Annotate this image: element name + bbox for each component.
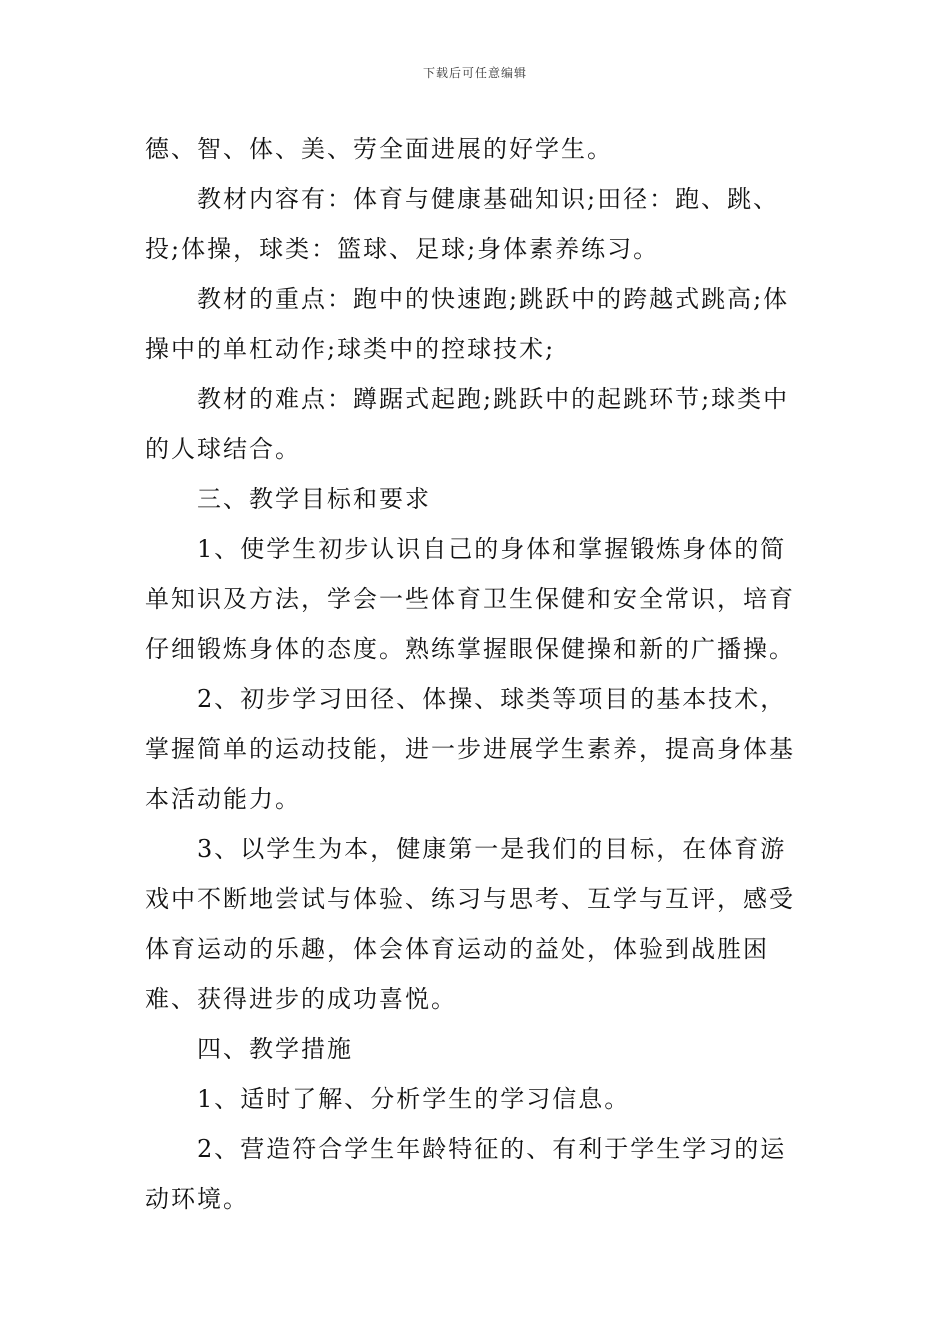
paragraph: 教材的难点：蹲踞式起跑;跳跃中的起跳环节;球类中的人球结合。 xyxy=(145,385,790,463)
paragraph: 1、适时了解、分析学生的学习信息。 xyxy=(197,1085,631,1113)
paragraph: 2、营造符合学生年龄特征的、有利于学生学习的运动环境。 xyxy=(145,1135,787,1213)
paragraph: 2、初步学习田径、体操、球类等项目的基本技术，掌握简单的运动技能，进一步进展学生素养，提高身体基本活动能力。 xyxy=(145,685,795,813)
document-body xyxy=(145,124,810,1224)
page-header-note: 下载后可任意编辑 xyxy=(422,66,527,80)
section-heading: 四、教学措施 xyxy=(197,1035,353,1063)
paragraph: 3、以学生为本，健康第一是我们的目标，在体育游戏中不断地尝试与体验、练习与思考、互学与互评，感受体育运动的乐趣，体会体育运动的益处，体验到战胜困难、获得进步的成功喜悦。 xyxy=(145,835,795,1013)
paragraph: 教材内容有：体育与健康基础知识;田径：跑、跳、投;体操，球类：篮球、足球;身体素养练习。 xyxy=(145,185,780,263)
paragraph: 1、使学生初步认识自己的身体和掌握锻炼身体的简单知识及方法，学会一些体育卫生保健和安全常识，培育仔细锻炼身体的态度。熟练掌握眼保健操和新的广播操。 xyxy=(145,535,795,663)
paragraph: 德、智、体、美、劳全面进展的好学生。 xyxy=(145,135,613,163)
paragraph: 教材的重点：跑中的快速跑;跳跃中的跨越式跳高;体操中的单杠动作;球类中的控球技术; xyxy=(145,285,790,363)
section-heading: 三、教学目标和要求 xyxy=(197,485,431,513)
